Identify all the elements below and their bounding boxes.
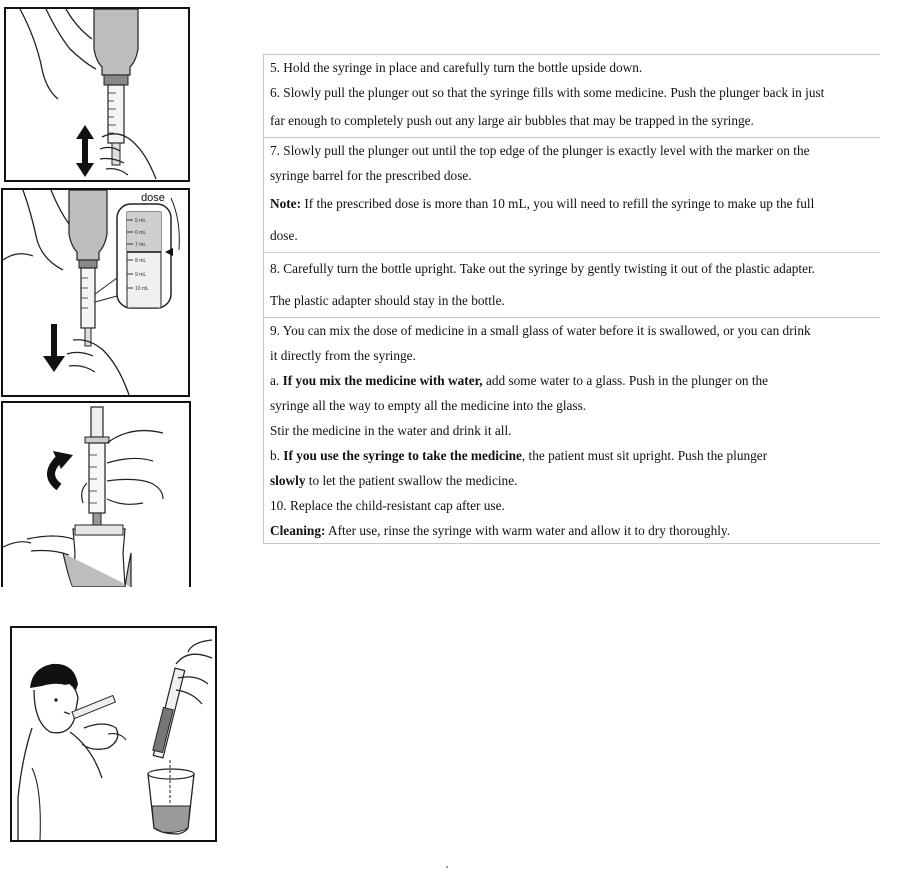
option-a-heading: If you mix the medicine with water, <box>282 373 483 388</box>
up-down-arrow-icon <box>76 125 94 177</box>
option-a-prefix: a. <box>270 373 283 388</box>
step-8-line-2: The plastic adapter should stay in the bottle. <box>270 293 505 308</box>
instruction-step-8 <box>263 252 880 317</box>
instruction-steps-9-10 <box>263 317 880 544</box>
note-text: If the prescribed dose is more than 10 mL, you will need to refill the syringe to make up the full <box>301 196 815 211</box>
option-a-text: add some water to a glass. Push in the plunger on the <box>482 373 769 388</box>
step-8-line-1: 8. Carefully turn the bottle upright. Take out the syringe by gently twisting it out of the plastic adapter. <box>270 261 815 276</box>
dose-label: dose <box>141 192 165 204</box>
dose-mark: 7 mL <box>135 242 147 248</box>
option-b-text-2: to let the patient swallow the medicine. <box>305 473 518 488</box>
step-9-line-2: it directly from the syringe. <box>270 348 416 363</box>
dose-mark: 10 mL <box>135 286 149 292</box>
option-b-text: , the patient must sit upright. Push the plunger <box>521 448 768 463</box>
note-label: Note: <box>270 196 302 211</box>
cleaning-line <box>270 518 880 543</box>
option-a-line-1 <box>270 368 880 393</box>
cleaning-label: Cleaning: <box>270 523 326 538</box>
bottle-shape <box>94 9 138 75</box>
option-b-line-1 <box>270 443 880 468</box>
step-9-line-1: 9. You can mix the dose of medicine in a small glass of water before it is swallowed, or you can drink <box>270 323 811 338</box>
page-speck <box>446 866 448 868</box>
option-a-line-3: Stir the medicine in the water and drink it all. <box>270 423 512 438</box>
instructions-panel <box>263 54 880 544</box>
illustration-remove-syringe <box>1 401 191 587</box>
dose-mark: 9 mL <box>135 272 147 278</box>
option-b-heading: If you use the syringe to take the medicine <box>283 448 522 463</box>
take-medicine-drawing <box>12 628 215 840</box>
dose-mark: 6 mL <box>135 230 147 236</box>
instruction-step-7 <box>263 137 880 252</box>
dose-mark: 8 mL <box>135 258 147 264</box>
invert-bottle-drawing <box>6 9 188 180</box>
cleaning-text: After use, rinse the syringe with warm water and allow it to dry thoroughly. <box>325 523 731 538</box>
step-6-line-2: far enough to completely push out any large air bubbles that may be trapped in the syringe. <box>270 113 754 128</box>
note-line-2: dose. <box>270 228 298 243</box>
option-b-prefix: b. <box>270 448 284 463</box>
note-line-1 <box>270 188 880 220</box>
illustration-take-medicine <box>10 626 217 842</box>
syringe-barrel <box>89 443 105 513</box>
illustration-measure-dose <box>1 188 190 397</box>
syringe <box>72 696 115 719</box>
dose-mark: 5 mL <box>135 218 147 224</box>
step-7-line-1: 7. Slowly pull the plunger out until the top edge of the plunger is exactly level with the marker on the <box>270 143 810 158</box>
measure-dose-drawing <box>3 190 188 395</box>
down-arrow-icon <box>43 324 65 372</box>
rotate-arrow-icon <box>51 459 59 487</box>
step-5-text: 5. Hold the syringe in place and carefully turn the bottle upside down. <box>270 60 643 75</box>
option-b-line-2 <box>270 468 880 493</box>
step-6-line-1: 6. Slowly pull the plunger out so that the syringe fills with some medicine. Push the plunger back in just <box>270 85 825 100</box>
option-a-line-2: syringe all the way to empty all the medicine into the glass. <box>270 398 587 413</box>
instruction-steps-5-6 <box>263 54 880 137</box>
step-7-line-2: syringe barrel for the prescribed dose. <box>270 168 472 183</box>
step-10-text: 10. Replace the child-resistant cap after use. <box>270 498 505 513</box>
remove-syringe-drawing <box>3 403 189 587</box>
illustration-invert-bottle <box>4 7 190 182</box>
option-b-slowly: slowly <box>270 473 306 488</box>
